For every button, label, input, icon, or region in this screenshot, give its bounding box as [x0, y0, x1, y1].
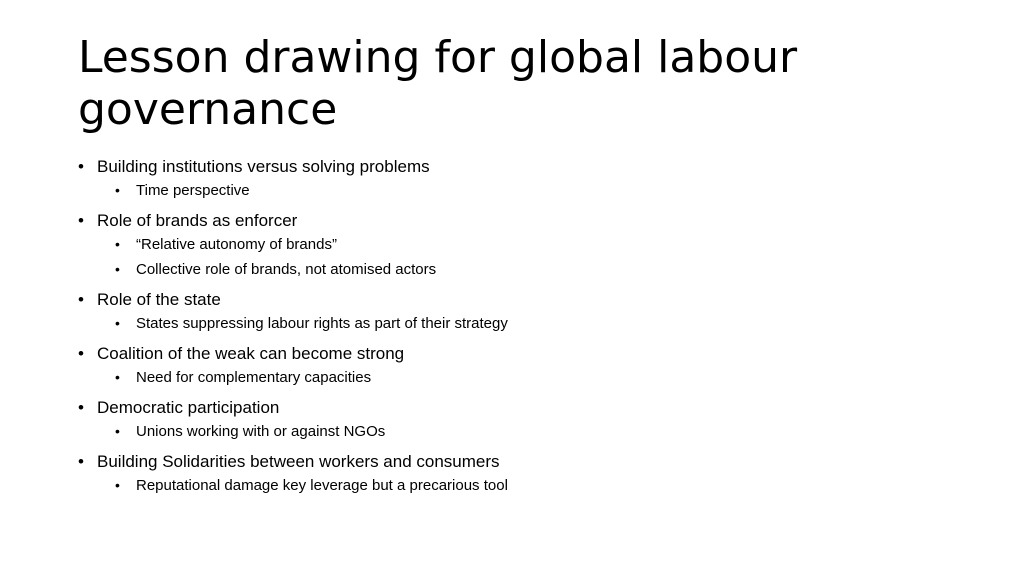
- sub-bullet-text: Collective role of brands, not atomised actors: [136, 261, 437, 278]
- sub-bullet-item: [115, 235, 958, 254]
- bullet-text: Coalition of the weak can become strong: [97, 344, 405, 363]
- sub-bullet-text: Need for complementary capacities: [136, 369, 372, 386]
- bullet-icon: •: [78, 290, 84, 309]
- sub-bullet-icon: •: [115, 182, 120, 198]
- sub-bullet-text: Reputational damage key leverage but a precarious tool: [136, 477, 508, 494]
- sub-bullet-item: [115, 476, 958, 495]
- bullet-text: Democratic participation: [97, 398, 280, 417]
- slide-title: Lesson drawing for global labour governance: [78, 32, 798, 135]
- sub-bullet-icon: •: [115, 423, 120, 439]
- sub-bullet-text: “Relative autonomy of brands”: [136, 236, 337, 253]
- sub-bullet-list: [115, 314, 958, 333]
- sub-bullet-icon: •: [115, 236, 120, 252]
- sub-bullet-list: [115, 368, 958, 387]
- sub-bullet-icon: •: [115, 261, 120, 277]
- sub-bullet-list: [115, 476, 958, 495]
- bullet-icon: •: [78, 157, 84, 176]
- sub-bullet-item: [115, 181, 958, 200]
- bullet-item: [78, 397, 958, 441]
- sub-bullet-list: [115, 422, 958, 441]
- sub-bullet-text: Unions working with or against NGOs: [136, 423, 386, 440]
- sub-bullet-item: [115, 314, 958, 333]
- sub-bullet-item: [115, 260, 958, 279]
- bullet-list: [78, 156, 958, 505]
- bullet-text: Building Solidarities between workers and consumers: [97, 452, 500, 471]
- bullet-icon: •: [78, 211, 84, 230]
- bullet-item: [78, 451, 958, 495]
- sub-bullet-icon: •: [115, 315, 120, 331]
- sub-bullet-icon: •: [115, 369, 120, 385]
- sub-bullet-item: [115, 368, 958, 387]
- sub-bullet-item: [115, 422, 958, 441]
- bullet-item: [78, 156, 958, 200]
- sub-bullet-text: States suppressing labour rights as part of their strategy: [136, 315, 508, 332]
- bullet-text: Role of brands as enforcer: [97, 211, 298, 230]
- bullet-item: [78, 210, 958, 279]
- sub-bullet-text: Time perspective: [136, 182, 250, 199]
- sub-bullet-list: [115, 235, 958, 279]
- bullet-item: [78, 343, 958, 387]
- bullet-item: [78, 289, 958, 333]
- sub-bullet-list: [115, 181, 958, 200]
- bullet-icon: •: [78, 452, 84, 471]
- sub-bullet-icon: •: [115, 477, 120, 493]
- bullet-text: Role of the state: [97, 290, 221, 309]
- bullet-icon: •: [78, 398, 84, 417]
- bullet-text: Building institutions versus solving problems: [97, 157, 430, 176]
- bullet-icon: •: [78, 344, 84, 363]
